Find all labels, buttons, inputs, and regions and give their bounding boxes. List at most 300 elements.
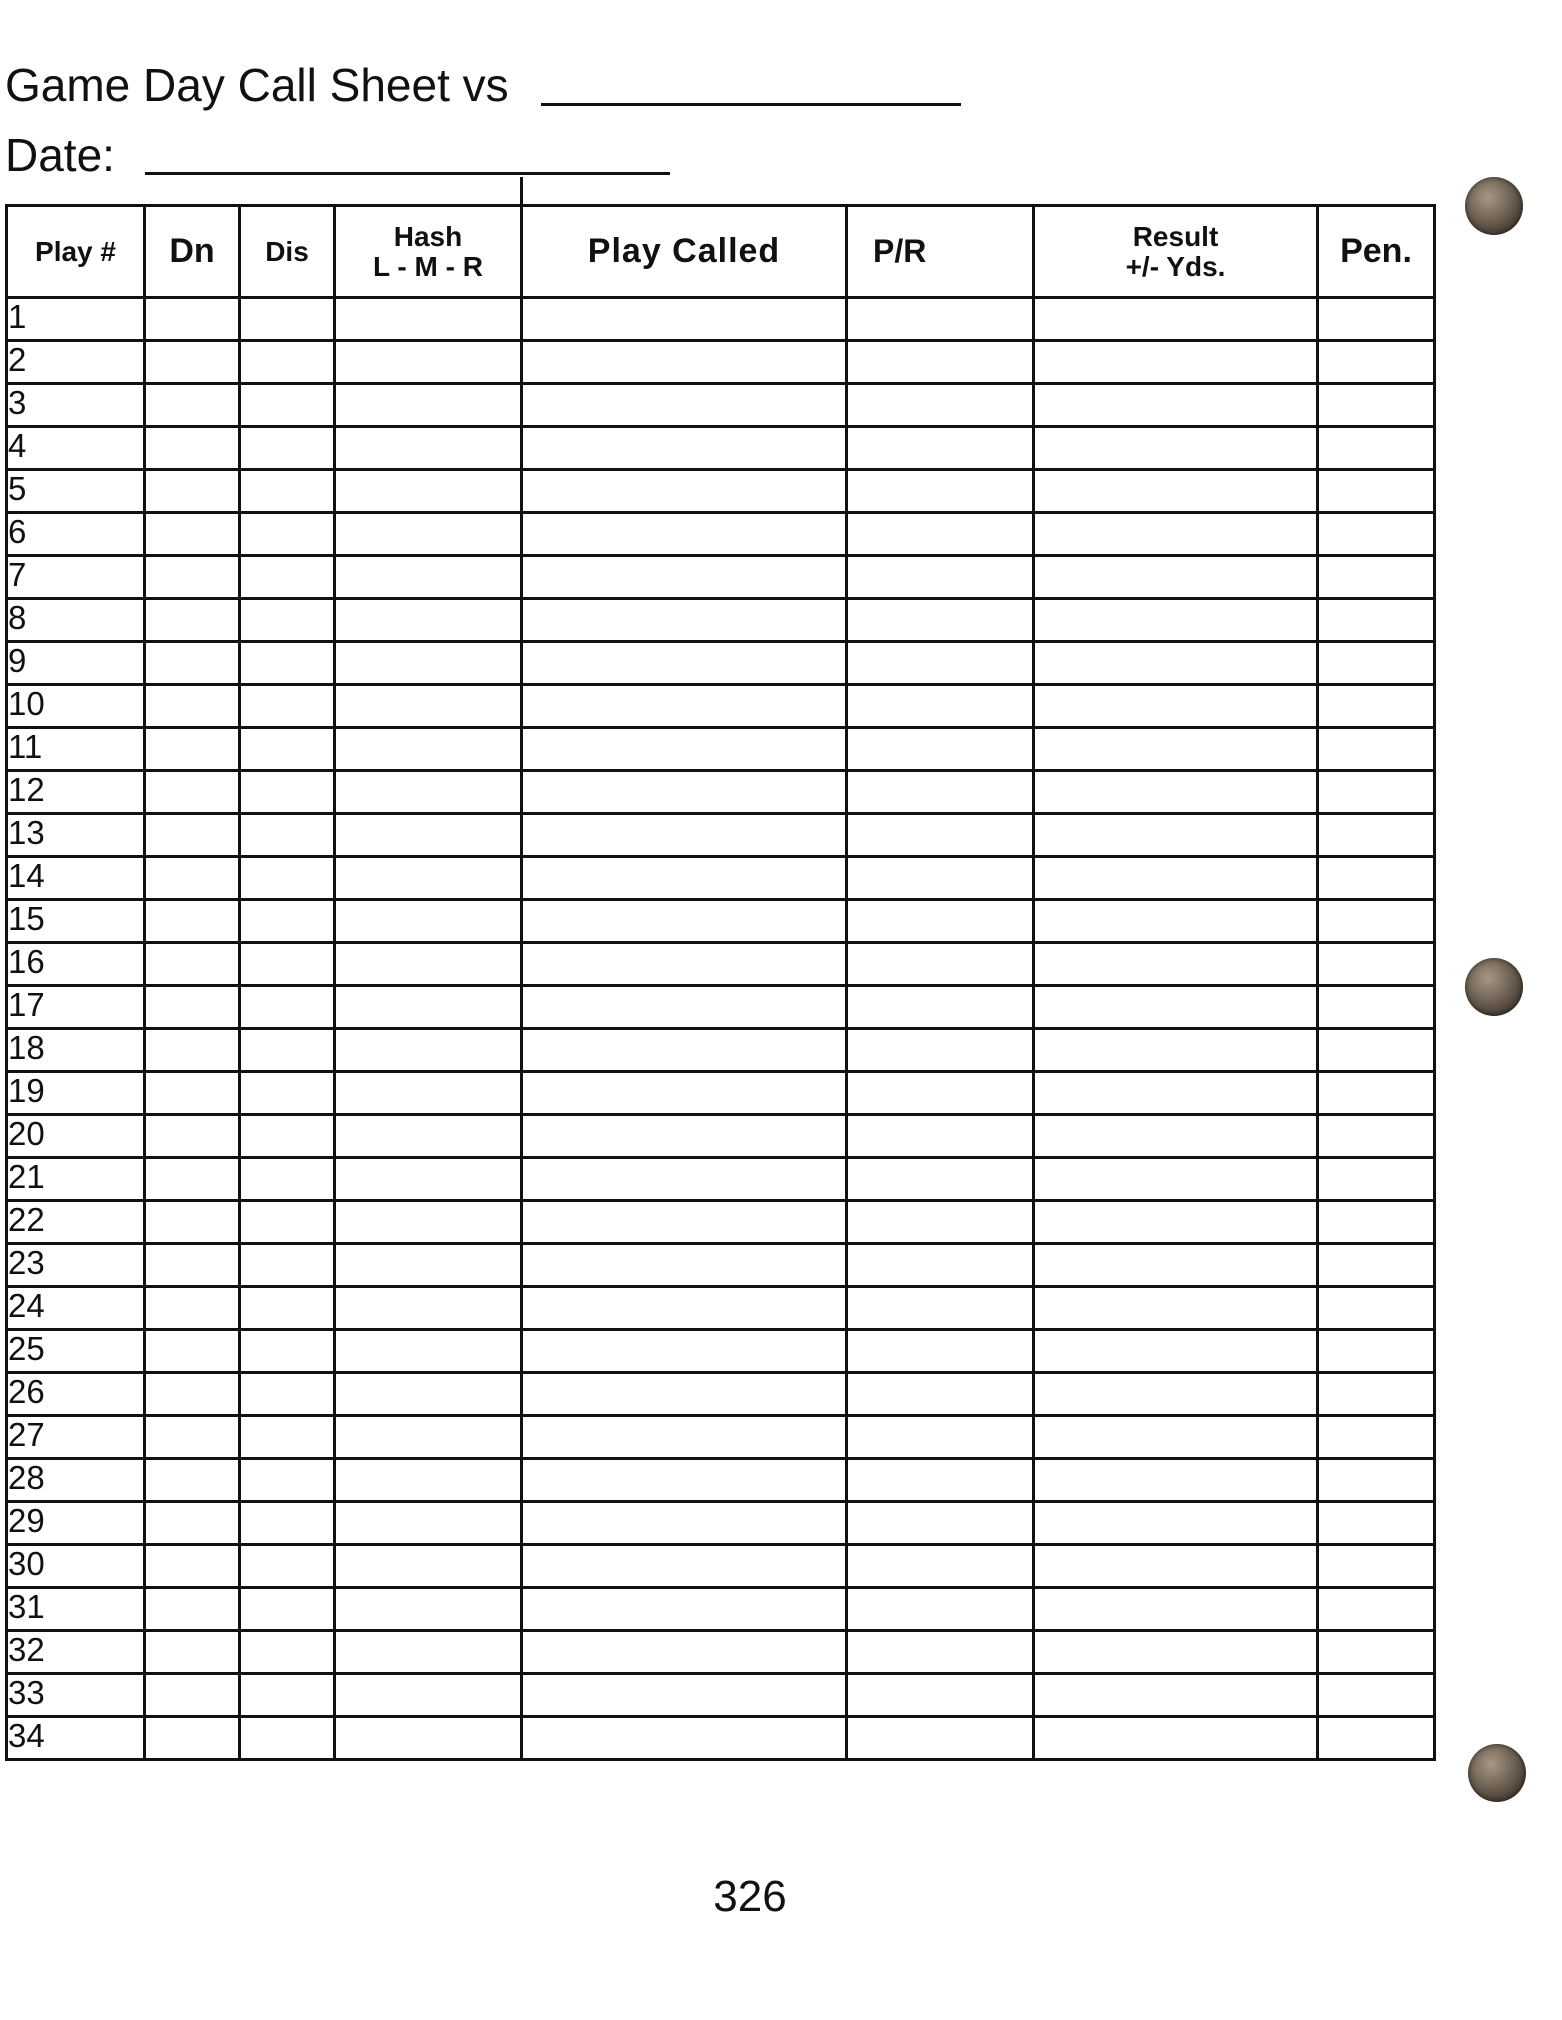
table-row [7,1545,1435,1588]
cell-penalty[interactable] [1318,1158,1435,1201]
column-header-result [1034,206,1318,298]
cell-distance[interactable] [240,943,335,986]
cell-distance[interactable] [240,986,335,1029]
play-number-cell: 12 [7,771,145,814]
cell-distance[interactable] [240,1631,335,1674]
cell-penalty[interactable] [1318,986,1435,1029]
cell-result[interactable] [1034,384,1318,427]
play-number-cell: 25 [7,1330,145,1373]
cell-down[interactable] [145,1287,240,1330]
opponent-blank-line[interactable] [541,103,961,106]
cell-distance[interactable] [240,599,335,642]
cell-pass-run[interactable] [847,341,1034,384]
hash-label: Hash [393,220,463,252]
cell-play-called[interactable] [522,1201,847,1244]
cell-penalty[interactable] [1318,298,1435,341]
cell-down[interactable] [145,900,240,943]
cell-pass-run[interactable] [847,1459,1034,1502]
cell-play-called[interactable] [522,1545,847,1588]
cell-distance[interactable] [240,857,335,900]
play-number-cell: 20 [7,1115,145,1158]
cell-result[interactable] [1034,1373,1318,1416]
play-number-cell: 1 [7,298,145,341]
cell-pass-run[interactable] [847,1201,1034,1244]
cell-play-called[interactable] [522,556,847,599]
cell-penalty[interactable] [1318,642,1435,685]
cell-down[interactable] [145,814,240,857]
cell-hash[interactable] [335,1072,522,1115]
cell-penalty[interactable] [1318,1674,1435,1717]
cell-play-called[interactable] [522,1459,847,1502]
cell-penalty[interactable] [1318,1459,1435,1502]
cell-penalty[interactable] [1318,599,1435,642]
cell-pass-run[interactable] [847,1545,1034,1588]
cell-result[interactable] [1034,1717,1318,1760]
cell-hash[interactable] [335,900,522,943]
cell-result[interactable] [1034,1545,1318,1588]
play-number-cell: 34 [7,1717,145,1760]
table-row [7,1588,1435,1631]
cell-down[interactable] [145,1459,240,1502]
table-row [7,1029,1435,1072]
cell-result[interactable] [1034,1674,1318,1717]
table-row [7,1416,1435,1459]
cell-down[interactable] [145,513,240,556]
cell-play-called[interactable] [522,1416,847,1459]
table-row [7,1158,1435,1201]
table-row [7,771,1435,814]
cell-pass-run[interactable] [847,427,1034,470]
table-row [7,341,1435,384]
sheet-title: Game Day Call Sheet vs [5,59,509,111]
cell-distance[interactable] [240,1674,335,1717]
cell-play-called[interactable] [522,986,847,1029]
cell-pass-run[interactable] [847,1502,1034,1545]
cell-result[interactable] [1034,728,1318,771]
cell-penalty[interactable] [1318,1029,1435,1072]
table-row [7,857,1435,900]
table-row [7,1631,1435,1674]
cell-result[interactable] [1034,1459,1318,1502]
table-row [7,1244,1435,1287]
cell-play-called[interactable] [522,1330,847,1373]
cell-distance[interactable] [240,1545,335,1588]
cell-hash[interactable] [335,728,522,771]
cell-hash[interactable] [335,470,522,513]
cell-pass-run[interactable] [847,1072,1034,1115]
cell-down[interactable] [145,341,240,384]
cell-play-called[interactable] [522,1631,847,1674]
cell-result[interactable] [1034,341,1318,384]
cell-distance[interactable] [240,556,335,599]
cell-penalty[interactable] [1318,900,1435,943]
cell-distance[interactable] [240,1115,335,1158]
cell-penalty[interactable] [1318,771,1435,814]
cell-hash[interactable] [335,1416,522,1459]
cell-distance[interactable] [240,470,335,513]
cell-down[interactable] [145,1029,240,1072]
table-row [7,943,1435,986]
cell-result[interactable] [1034,685,1318,728]
column-header-play-number: Play # [7,206,145,298]
cell-penalty[interactable] [1318,814,1435,857]
cell-hash[interactable] [335,857,522,900]
date-label: Date: [5,129,115,181]
cell-result[interactable] [1034,556,1318,599]
cell-result[interactable] [1034,814,1318,857]
cell-penalty[interactable] [1318,1072,1435,1115]
cell-hash[interactable] [335,384,522,427]
cell-down[interactable] [145,599,240,642]
cell-down[interactable] [145,1631,240,1674]
cell-down[interactable] [145,1717,240,1760]
cell-hash[interactable] [335,513,522,556]
cell-play-called[interactable] [522,900,847,943]
cell-distance[interactable] [240,298,335,341]
cell-distance[interactable] [240,1201,335,1244]
cell-distance[interactable] [240,1072,335,1115]
cell-pass-run[interactable] [847,556,1034,599]
play-number-cell: 23 [7,1244,145,1287]
table-row [7,728,1435,771]
cell-pass-run[interactable] [847,1029,1034,1072]
cell-pass-run[interactable] [847,1588,1034,1631]
date-blank-line[interactable] [145,172,670,175]
cell-pass-run[interactable] [847,900,1034,943]
cell-penalty[interactable] [1318,1545,1435,1588]
cell-penalty[interactable] [1318,1717,1435,1760]
cell-hash[interactable] [335,556,522,599]
cell-down[interactable] [145,1373,240,1416]
cell-hash[interactable] [335,1588,522,1631]
cell-distance[interactable] [240,771,335,814]
cell-hash[interactable] [335,1115,522,1158]
cell-penalty[interactable] [1318,1416,1435,1459]
play-number-cell: 21 [7,1158,145,1201]
cell-down[interactable] [145,1072,240,1115]
cell-pass-run[interactable] [847,1115,1034,1158]
cell-hash[interactable] [335,341,522,384]
cell-distance[interactable] [240,1588,335,1631]
cell-hash[interactable] [335,1717,522,1760]
table-row [7,685,1435,728]
page-number: 326 [713,1872,787,1921]
cell-hash[interactable] [335,943,522,986]
cell-pass-run[interactable] [847,857,1034,900]
cell-distance[interactable] [240,1029,335,1072]
cell-pass-run[interactable] [847,1674,1034,1717]
cell-penalty[interactable] [1318,1373,1435,1416]
cell-result[interactable] [1034,1287,1318,1330]
cell-result[interactable] [1034,1502,1318,1545]
cell-down[interactable] [145,771,240,814]
cell-result[interactable] [1034,1201,1318,1244]
cell-result[interactable] [1034,1330,1318,1373]
cell-play-called[interactable] [522,1588,847,1631]
cell-result[interactable] [1034,986,1318,1029]
play-number-cell: 26 [7,1373,145,1416]
cell-pass-run[interactable] [847,1373,1034,1416]
cell-result[interactable] [1034,943,1318,986]
table-row [7,1115,1435,1158]
cell-penalty[interactable] [1318,728,1435,771]
cell-penalty[interactable] [1318,470,1435,513]
cell-play-called[interactable] [522,1115,847,1158]
table-row [7,1717,1435,1760]
play-number-cell: 29 [7,1502,145,1545]
cell-result[interactable] [1034,1416,1318,1459]
punch-hole-bottom [1468,1744,1526,1802]
cell-distance[interactable] [240,728,335,771]
column-header-pass-run: P/R [847,206,1034,298]
cell-play-called[interactable] [522,1502,847,1545]
cell-result[interactable] [1034,1158,1318,1201]
cell-pass-run[interactable] [847,1330,1034,1373]
cell-hash[interactable] [335,986,522,1029]
cell-penalty[interactable] [1318,1287,1435,1330]
cell-pass-run[interactable] [847,642,1034,685]
cell-distance[interactable] [240,642,335,685]
cell-hash[interactable] [335,1545,522,1588]
cell-penalty[interactable] [1318,1115,1435,1158]
cell-result[interactable] [1034,513,1318,556]
cell-penalty[interactable] [1318,427,1435,470]
cell-down[interactable] [145,1545,240,1588]
cell-down[interactable] [145,943,240,986]
cell-play-called[interactable] [522,599,847,642]
cell-play-called[interactable] [522,513,847,556]
cell-play-called[interactable] [522,814,847,857]
cell-penalty[interactable] [1318,943,1435,986]
cell-distance[interactable] [240,814,335,857]
cell-pass-run[interactable] [847,1416,1034,1459]
cell-penalty[interactable] [1318,1588,1435,1631]
table-row [7,470,1435,513]
cell-down[interactable] [145,685,240,728]
cell-distance[interactable] [240,900,335,943]
cell-play-called[interactable] [522,1029,847,1072]
cell-hash[interactable] [335,1158,522,1201]
table-row [7,427,1435,470]
cell-hash[interactable] [335,1330,522,1373]
cell-distance[interactable] [240,427,335,470]
cell-down[interactable] [145,986,240,1029]
cell-result[interactable] [1034,1029,1318,1072]
cell-play-called[interactable] [522,1244,847,1287]
cell-pass-run[interactable] [847,1287,1034,1330]
cell-distance[interactable] [240,1330,335,1373]
cell-result[interactable] [1034,857,1318,900]
play-number-cell: 30 [7,1545,145,1588]
table-row [7,986,1435,1029]
cell-hash[interactable] [335,1029,522,1072]
cell-hash[interactable] [335,1674,522,1717]
cell-play-called[interactable] [522,298,847,341]
cell-pass-run[interactable] [847,771,1034,814]
cell-penalty[interactable] [1318,685,1435,728]
cell-distance[interactable] [240,1158,335,1201]
play-number-cell: 27 [7,1416,145,1459]
cell-down[interactable] [145,298,240,341]
cell-penalty[interactable] [1318,1330,1435,1373]
column-header-play-called: Play Called [522,206,847,298]
cell-down[interactable] [145,1502,240,1545]
cell-down[interactable] [145,1588,240,1631]
cell-pass-run[interactable] [847,685,1034,728]
cell-penalty[interactable] [1318,556,1435,599]
cell-hash[interactable] [335,1502,522,1545]
cell-play-called[interactable] [522,427,847,470]
cell-play-called[interactable] [522,943,847,986]
header-divider-tick [520,177,523,204]
cell-hash[interactable] [335,685,522,728]
cell-result[interactable] [1034,298,1318,341]
cell-distance[interactable] [240,685,335,728]
cell-play-called[interactable] [522,1373,847,1416]
cell-play-called[interactable] [522,771,847,814]
cell-result[interactable] [1034,1588,1318,1631]
cell-down[interactable] [145,470,240,513]
cell-hash[interactable] [335,771,522,814]
cell-down[interactable] [145,857,240,900]
cell-pass-run[interactable] [847,513,1034,556]
cell-play-called[interactable] [522,728,847,771]
cell-hash[interactable] [335,814,522,857]
cell-penalty[interactable] [1318,384,1435,427]
cell-play-called[interactable] [522,642,847,685]
cell-play-called[interactable] [522,1717,847,1760]
cell-down[interactable] [145,1244,240,1287]
cell-hash[interactable] [335,1201,522,1244]
cell-distance[interactable] [240,513,335,556]
cell-hash[interactable] [335,599,522,642]
play-number-cell: 14 [7,857,145,900]
cell-play-called[interactable] [522,1072,847,1115]
cell-play-called[interactable] [522,857,847,900]
cell-play-called[interactable] [522,341,847,384]
cell-down[interactable] [145,384,240,427]
cell-down[interactable] [145,1674,240,1717]
play-number-cell: 28 [7,1459,145,1502]
cell-hash[interactable] [335,427,522,470]
cell-distance[interactable] [240,384,335,427]
cell-down[interactable] [145,1158,240,1201]
cell-penalty[interactable] [1318,1244,1435,1287]
cell-pass-run[interactable] [847,986,1034,1029]
table-row [7,556,1435,599]
cell-distance[interactable] [240,1287,335,1330]
cell-result[interactable] [1034,1115,1318,1158]
cell-down[interactable] [145,728,240,771]
cell-pass-run[interactable] [847,1631,1034,1674]
cell-hash[interactable] [335,642,522,685]
cell-down[interactable] [145,642,240,685]
play-number-cell: 4 [7,427,145,470]
cell-down[interactable] [145,1330,240,1373]
play-number-cell: 11 [7,728,145,771]
cell-penalty[interactable] [1318,857,1435,900]
table-row [7,1373,1435,1416]
cell-down[interactable] [145,427,240,470]
cell-distance[interactable] [240,1373,335,1416]
cell-penalty[interactable] [1318,513,1435,556]
cell-distance[interactable] [240,1459,335,1502]
cell-result[interactable] [1034,642,1318,685]
cell-play-called[interactable] [522,685,847,728]
cell-distance[interactable] [240,1244,335,1287]
cell-result[interactable] [1034,1631,1318,1674]
cell-result[interactable] [1034,470,1318,513]
play-number-cell: 8 [7,599,145,642]
cell-distance[interactable] [240,1717,335,1760]
cell-down[interactable] [145,1201,240,1244]
cell-penalty[interactable] [1318,1502,1435,1545]
cell-penalty[interactable] [1318,341,1435,384]
play-number-cell: 32 [7,1631,145,1674]
punch-hole-top [1465,177,1523,235]
column-header-hash [335,206,522,298]
table-row [7,298,1435,341]
cell-pass-run[interactable] [847,1717,1034,1760]
cell-down[interactable] [145,1115,240,1158]
cell-down[interactable] [145,556,240,599]
cell-pass-run[interactable] [847,814,1034,857]
table-row [7,1072,1435,1115]
cell-pass-run[interactable] [847,599,1034,642]
cell-pass-run[interactable] [847,943,1034,986]
cell-hash[interactable] [335,298,522,341]
cell-result[interactable] [1034,900,1318,943]
cell-result[interactable] [1034,427,1318,470]
cell-penalty[interactable] [1318,1631,1435,1674]
cell-down[interactable] [145,1416,240,1459]
table-row [7,1459,1435,1502]
play-number-cell: 16 [7,943,145,986]
cell-play-called[interactable] [522,1674,847,1717]
cell-play-called[interactable] [522,1158,847,1201]
column-header-down: Dn [145,206,240,298]
cell-play-called[interactable] [522,384,847,427]
cell-pass-run[interactable] [847,298,1034,341]
cell-play-called[interactable] [522,470,847,513]
cell-pass-run[interactable] [847,728,1034,771]
cell-result[interactable] [1034,599,1318,642]
cell-hash[interactable] [335,1373,522,1416]
cell-distance[interactable] [240,1502,335,1545]
play-number-cell: 3 [7,384,145,427]
cell-hash[interactable] [335,1459,522,1502]
cell-result[interactable] [1034,771,1318,814]
cell-hash[interactable] [335,1244,522,1287]
cell-pass-run[interactable] [847,1244,1034,1287]
cell-pass-run[interactable] [847,470,1034,513]
cell-result[interactable] [1034,1244,1318,1287]
cell-distance[interactable] [240,1416,335,1459]
cell-hash[interactable] [335,1631,522,1674]
play-number-cell: 19 [7,1072,145,1115]
table-row [7,1674,1435,1717]
play-number-cell: 13 [7,814,145,857]
column-header-distance: Dis [240,206,335,298]
cell-play-called[interactable] [522,1287,847,1330]
punch-hole-middle [1465,958,1523,1016]
cell-hash[interactable] [335,1287,522,1330]
cell-pass-run[interactable] [847,384,1034,427]
cell-distance[interactable] [240,341,335,384]
cell-penalty[interactable] [1318,1201,1435,1244]
cell-result[interactable] [1034,1072,1318,1115]
cell-pass-run[interactable] [847,1158,1034,1201]
